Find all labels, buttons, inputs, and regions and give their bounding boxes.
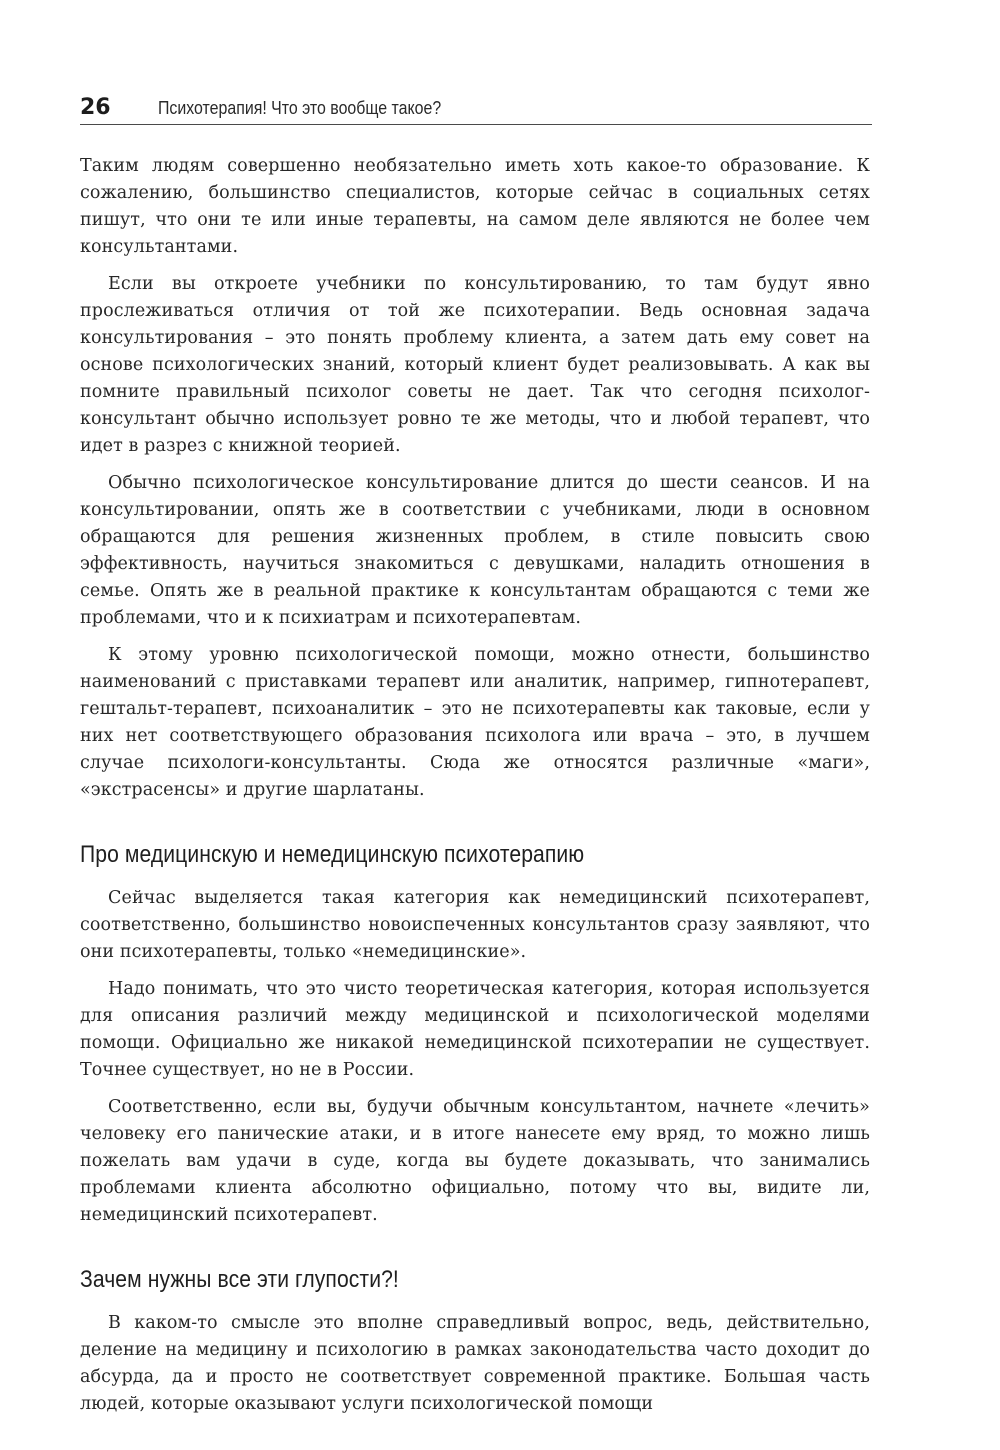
page-header	[80, 94, 872, 126]
paragraph-6: Надо понимать, что это чисто теоретическая категория, которая используется для описания различий между медицинской и психологической моделями помощи. Официально же никакой немедицинской психотерапии не существует. Точнее существует, но не в России.	[80, 979, 870, 1080]
paragraph-8: В каком-то смысле это вполне справедливый вопрос, ведь, действительно, деление на медицину и психологию в рамках законодательства часто доходит до абсурда, да и просто не соответствует современной практике. Большая часть людей, которые оказывают услуги психологической помощи	[80, 1313, 870, 1414]
page-number: 26	[80, 95, 111, 120]
running-title: Психотерапия! Что это вообще такое?	[158, 97, 442, 118]
paragraph-4: К этому уровню психологической помощи, можно отнести, большинство наименований с приставками терапевт или аналитик, например, гипнотерапевт, гештальт-терапевт, психоаналитик – это не психотерапевты как таковые, если у них нет соответствующего образования психолога или врача – это, в лучшем случае психологи-консультанты. Сюда же относятся различные «маги», «экстрасенсы» и другие шарлатаны.	[80, 645, 870, 800]
paragraph-5: Сейчас выделяется такая категория как немедицинский психотерапевт, соответственно, большинство новоиспеченных консультантов сразу заявляют, что они психотерапевты, только «немедицинские».	[80, 888, 870, 962]
section-heading-why: Зачем нужны все эти глупости?!	[80, 1266, 399, 1293]
paragraph-2: Если вы откроете учебники по консультированию, то там будут явно прослеживаться отличия от той же психотерапии. Ведь основная задача консультирования – это понять проблему клиента, а затем дать ему совет на основе психологических знаний, который клиент будет реализовывать. А как вы помните правильный психолог советы не дает. Так что сегодня психолог-консультант обычно использует ровно те же методы, что и любой терапевт, что идет в разрез с книжной теорией.	[80, 274, 870, 456]
paragraph-7: Соответственно, если вы, будучи обычным консультантом, начнете «лечить» человеку его панические атаки, и в итоге нанесете ему вряд, то можно лишь пожелать вам удачи в суде, когда вы будете доказывать, что занимались проблемами клиента абсолютно официально, потому что вы, видите ли, немедицинский психотерапевт.	[80, 1097, 870, 1225]
paragraph-1: Таким людям совершенно необязательно иметь хоть какое-то образование. К сожалению, большинство специалистов, которые сейчас в социальных сетях пишут, что они те или иные терапевты, на самом деле являются не более чем консультантами.	[80, 156, 870, 257]
page-body	[80, 153, 870, 1428]
section-heading-medical: Про медицинскую и немедицинскую психотерапию	[80, 841, 585, 868]
header-rule	[80, 124, 872, 125]
paragraph-3: Обычно психологическое консультирование длится до шести сеансов. И на консультировании, опять же в соответствии с учебниками, люди в основном обращаются для решения жизненных проблем, в стиле повысить свою эффективность, научиться знакомиться с девушками, наладить отношения в семье. Опять же в реальной практике к консультантам обращаются с теми же проблемами, что и к психиатрам и психотерапевтам.	[80, 473, 870, 628]
